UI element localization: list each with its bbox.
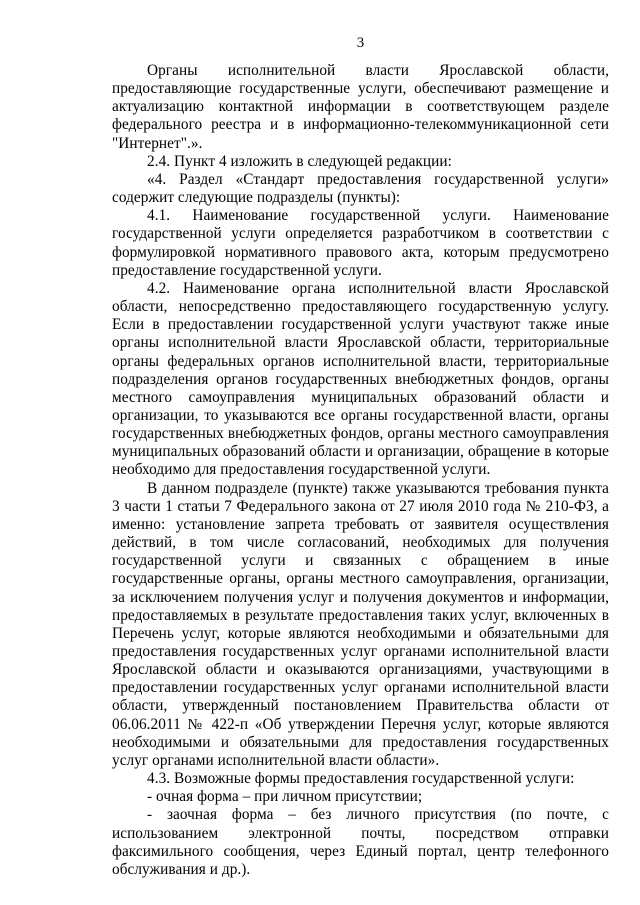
paragraph-4-1: 4.1. Наименование государственной услуги. Наименование государственной услуги определяется разработчиком в соответствии с формулировкой нормативного правового акта, которым предусмотрено предоставление государственной услуги. [112, 207, 609, 279]
paragraph-remote: - заочная форма – без личного присутствия (по почте, с использованием электронной почты, посредством отправки факсимильного сообщения, через Единый портал, центр телефонного обслуживания и др.). [112, 806, 609, 878]
paragraph-4-section: «4. Раздел «Стандарт предоставления государственной услуги» содержит следующие подразделы (пункты): [112, 170, 609, 207]
paragraph-contact-info: Органы исполнительной власти Ярославской области, предоставляющие государственные услуги, обеспечивают размещение и актуализацию контактной информации в соответствующем разделе федерального реестра и в информационно-телекоммуникационной сети "Интернет".». [112, 62, 609, 152]
paragraph-requirements: В данном подразделе (пункте) также указываются требования пункта 3 части 1 статьи 7 Федерального закона от 27 июля 2010 года № 210-ФЗ, а именно: установление запрета требовать от заявителя осуществления действий, в том числе согласований, необходимых для получения государственной услуги и связанных с обращением в иные государственные органы, органы местного самоуправления, организации, за исключением получения услуг и получения документов и информации, предоставляемых в результате предоставления таких услуг, включенных в Перечень услуг, которые являются необходимыми и обязательными для предоставления государственных услуг органами исполнительной власти Ярославской области и оказываются организациями, участвующими в предоставлении государственных услуг органами исполнительной власти области, утвержденный постановлением Правительства области от 06.06.2011 № 422-п «Об утверждении Перечня услуг, которые являются необходимыми и обязательными для предоставления государственных услуг органами исполнительной власти области». [112, 479, 609, 769]
paragraph-4-3: 4.3. Возможные формы предоставления государственной услуги: [147, 770, 575, 788]
paragraph-4-2: 4.2. Наименование органа исполнительной власти Ярославской области, непосредственно предоставляющего государственную услугу. Если в предоставлении государственной услуги участвуют также иные органы исполнительной власти Ярославской области, территориальные органы федеральных органов исполнительной власти, территориальные подразделения органов государственных внебюджетных фондов, органы местного самоуправления муниципальных образований области и организации, то указываются все органы государственной власти, органы государственных внебюджетных фондов, органы местного самоуправления муниципальных образований области и организации, обращение в которые необходимо для предоставления государственной услуги. [112, 279, 609, 479]
paragraph-2-4: 2.4. Пункт 4 изложить в следующей редакции: [147, 152, 452, 170]
page-number: 3 [356, 35, 365, 51]
paragraph-in-person: - очная форма – при личном присутствии; [147, 788, 423, 806]
